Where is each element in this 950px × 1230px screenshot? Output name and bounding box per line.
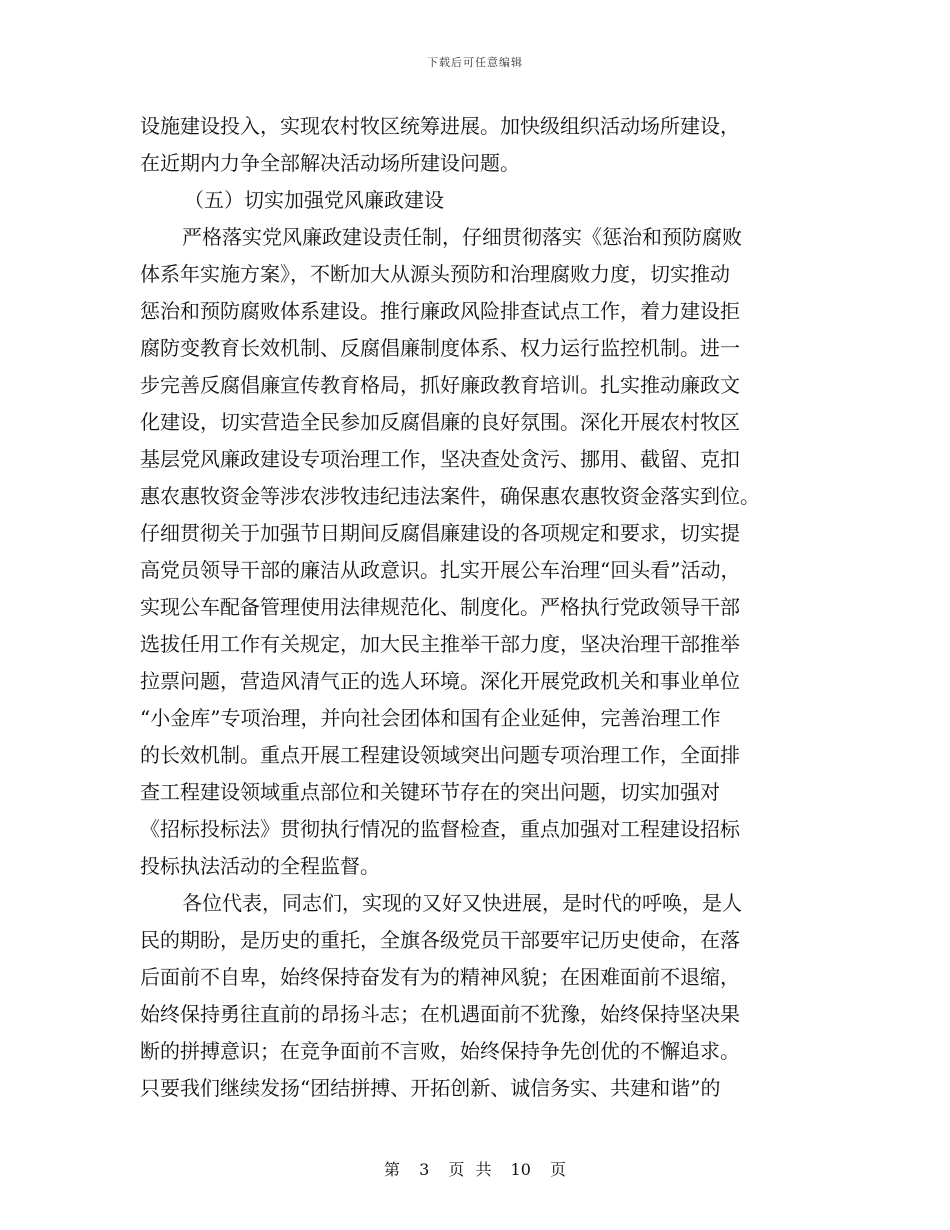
text-line: 拉票问题，营造风清气正的选人环境。深化开展党政机关和事业单位 bbox=[140, 669, 740, 693]
text-line: 化建设，切实营造全民参加反腐倡廉的良好氛围。深化开展农村牧区 bbox=[140, 410, 740, 434]
text-line: 惩治和预防腐败体系建设。推行廉政风险排查试点工作，着力建设拒 bbox=[140, 299, 740, 323]
total-page-count: 10 bbox=[510, 1160, 531, 1179]
document-body bbox=[140, 108, 812, 1107]
text-line: 仔细贯彻关于加强节日期间反腐倡廉建设的各项规定和要求，切实提 bbox=[140, 521, 740, 545]
text-line: 的长效机制。重点开展工程建设领域突出问题专项治理工作，全面排 bbox=[140, 743, 740, 767]
text-line: 投标执法活动的全程监督。 bbox=[140, 854, 380, 878]
text-line: 高党员领导干部的廉洁从政意识。扎实开展公车治理“回头看”活动， bbox=[140, 558, 741, 582]
text-line: 后面前不自卑，始终保持奋发有为的精神风貌；在困难面前不退缩， bbox=[140, 965, 740, 989]
page-header-note: 下载后可任意编辑 bbox=[427, 56, 523, 69]
section-heading: （五）切实加强党风廉政建设 bbox=[184, 188, 444, 212]
text-line: 查工程建设领域重点部位和关键环节存在的突出问题，切实加强对 bbox=[140, 780, 720, 804]
text-line: 《招标投标法》贯彻执行情况的监督检查，重点加强对工程建设招标 bbox=[140, 817, 740, 841]
current-page-number: 3 bbox=[419, 1160, 430, 1179]
text-line: 民的期盼，是历史的重托，全旗各级党员干部要牢记历史使命，在落 bbox=[140, 928, 740, 952]
text-line: 断的拼搏意识；在竞争面前不言败，始终保持争先创优的不懈追求。 bbox=[140, 1039, 740, 1063]
paragraph-start-line: 严格落实党风廉政建设责任制，仔细贯彻落实《惩治和预防腐败 bbox=[182, 225, 742, 249]
text-line: 在近期内力争全部解决活动场所建设问题。 bbox=[140, 151, 520, 175]
text-line: 选拔任用工作有关规定，加大民主推举干部力度，坚决治理干部推举 bbox=[140, 632, 740, 656]
text-line: 腐防变教育长效机制、反腐倡廉制度体系、权力运行监控机制。进一 bbox=[140, 336, 740, 360]
paragraph-start-line: 各位代表，同志们，实现的又好又快进展，是时代的呼唤，是人 bbox=[182, 891, 742, 915]
text-line: 惠农惠牧资金等涉农涉牧违纪违法案件，确保惠农惠牧资金落实到位。 bbox=[140, 484, 760, 508]
text-line: 始终保持勇往直前的昂扬斗志；在机遇面前不犹豫，始终保持坚决果 bbox=[140, 1002, 740, 1026]
text-line: 基层党风廉政建设专项治理工作，坚决查处贪污、挪用、截留、克扣 bbox=[140, 447, 740, 471]
text-line: “小金库”专项治理，并向社会团体和国有企业延伸，完善治理工作 bbox=[140, 706, 721, 730]
footer-middle: 页 共 bbox=[448, 1160, 492, 1179]
footer-suffix: 页 bbox=[550, 1160, 567, 1179]
page-footer bbox=[0, 1157, 950, 1180]
text-line: 实现公车配备管理使用法律规范化、制度化。严格执行党政领导干部 bbox=[140, 595, 740, 619]
footer-prefix: 第 bbox=[383, 1160, 400, 1179]
text-line: 体系年实施方案》，不断加大从源头预防和治理腐败力度，切实推动 bbox=[140, 262, 730, 286]
text-line: 只要我们继续发扬“团结拼搏、开拓创新、诚信务实、共建和谐”的 bbox=[140, 1076, 721, 1100]
text-line: 步完善反腐倡廉宣传教育格局，抓好廉政教育培训。扎实推动廉政文 bbox=[140, 373, 740, 397]
text-line: 设施建设投入，实现农村牧区统筹进展。加快级组织活动场所建设， bbox=[140, 114, 740, 138]
